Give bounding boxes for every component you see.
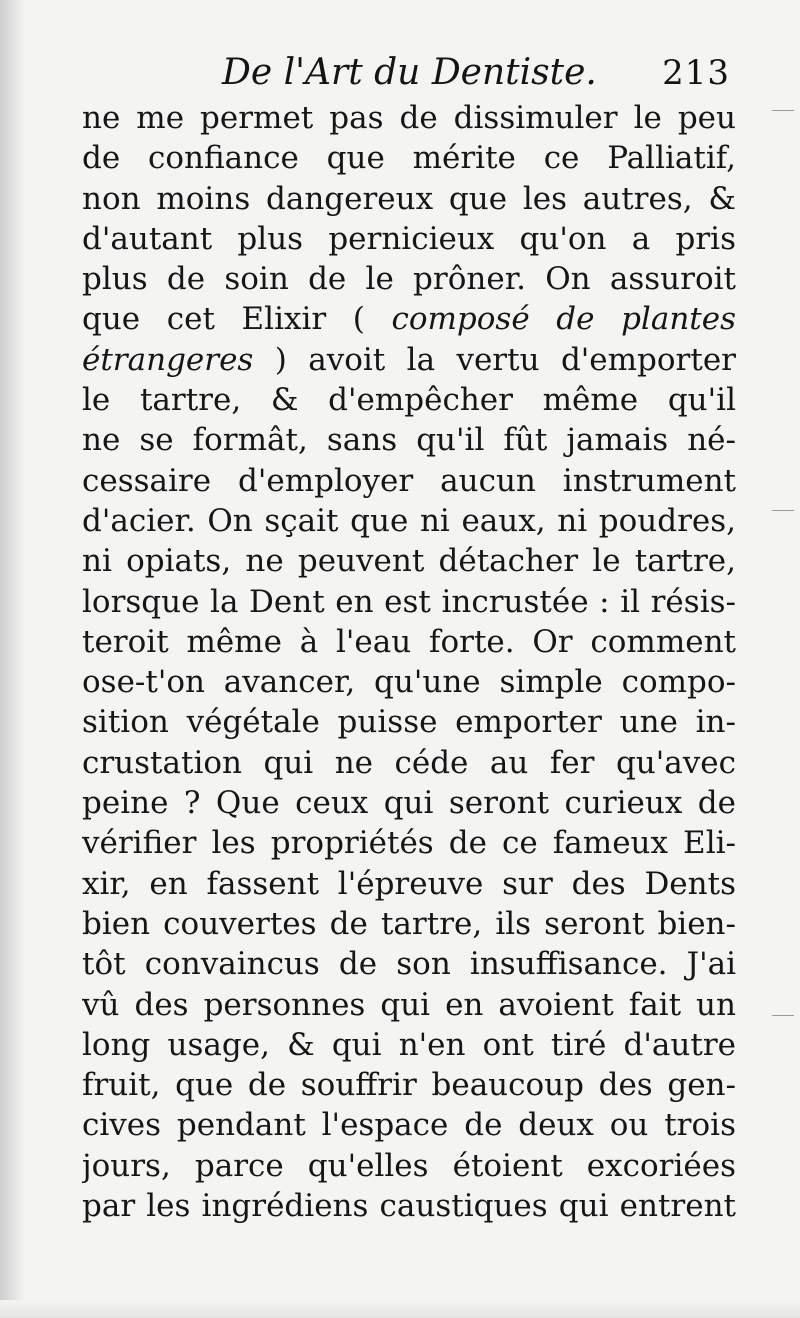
- text-line: bien couvertes de tartre, ils seront bien-: [82, 905, 736, 942]
- text-line: ne me permet pas de dissimuler le peu: [82, 100, 736, 136]
- text-line: par les ingrédiens caustiques qui entrent: [82, 1188, 736, 1225]
- text-line: cives pendant l'espace de deux ou trois: [82, 1107, 736, 1144]
- text-line: long usage, & qui n'en ont tiré d'autre: [82, 1026, 736, 1063]
- italic-phrase: étrangeres: [82, 341, 254, 378]
- text-line: crustation qui ne céde au fer qu'avec: [82, 744, 736, 781]
- text-line: peine ? Que ceux qui seront curieux de: [82, 785, 736, 822]
- text-line: ose-t'on avancer, qu'une simple compo-: [82, 664, 736, 701]
- text-line: étrangeres ) avoit la vertu d'emporter: [82, 341, 736, 378]
- text-line: le tartre, & d'empêcher même qu'il: [82, 382, 736, 419]
- text-line: ne se formât, sans qu'il fût jamais né-: [82, 422, 736, 459]
- page-gutter-shadow: [0, 0, 26, 1318]
- text-line: d'autant plus pernicieux qu'on a pris: [82, 220, 736, 257]
- text-line: ni opiats, ne peuvent détacher le tartre,: [82, 543, 736, 580]
- margin-mark: [772, 510, 794, 511]
- text-line: vû des personnes qui en avoient fait un: [82, 986, 736, 1023]
- page-header: [90, 48, 730, 98]
- body-text: [82, 98, 736, 1226]
- text-line: fruit, que de souffrir beaucoup des gen-: [82, 1067, 736, 1104]
- text-line: jours, parce qu'elles étoient excoriées: [82, 1147, 736, 1184]
- text-line: tôt convaincus de son insuffisance. J'ai: [82, 946, 736, 983]
- margin-mark: [772, 110, 794, 111]
- text-line: que cet Elixir ( composé de plantes: [82, 301, 736, 338]
- margin-mark: [772, 1015, 794, 1016]
- text-line: de confiance que mérite ce Palliatif,: [82, 140, 736, 177]
- text-line: non moins dangereux que les autres, &: [82, 180, 736, 217]
- text-line: plus de soin de le prôner. On assuroit: [82, 261, 736, 298]
- italic-phrase: composé de plantes: [391, 301, 736, 338]
- running-title: De l'Art du Dentiste.: [222, 52, 597, 93]
- text-line: teroit même à l'eau forte. Or comment: [82, 623, 736, 660]
- text-line: vérifier les propriétés de ce fameux Eli-: [82, 825, 736, 862]
- page-number: 213: [662, 53, 730, 93]
- page-bottom-edge: [0, 1300, 800, 1318]
- text-line: xir, en fassent l'épreuve sur des Dents: [82, 865, 736, 902]
- text-line: d'acier. On sçait que ni eaux, ni poudres,: [82, 502, 736, 539]
- text-line: lorsque la Dent en est incrustée : il résis-: [82, 583, 736, 620]
- text-line: sition végétale puisse emporter une in-: [82, 704, 736, 741]
- text-line: cessaire d'employer aucun instrument: [82, 462, 736, 499]
